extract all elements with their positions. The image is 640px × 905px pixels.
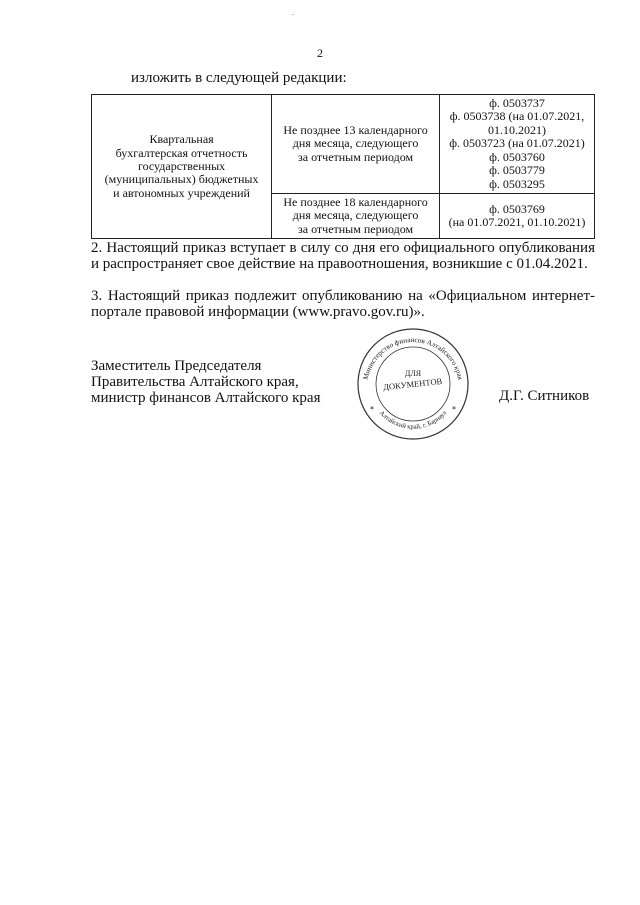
category-line: (муниципальных) бюджетных: [104, 172, 259, 187]
reporting-table: [91, 94, 595, 239]
category-line: государственных: [137, 158, 226, 173]
category-line: Квартальная: [149, 132, 214, 147]
deadline-line: за отчетным периодом: [298, 149, 414, 164]
deadline-line: за отчетным периодом: [298, 221, 414, 236]
deadline-line: Не позднее 13 календарного: [283, 122, 428, 137]
form-line: ф. 0503769: [489, 201, 545, 216]
signer-position: [91, 358, 320, 406]
form-line: ф. 0503760: [489, 149, 545, 164]
signer-position-line: Правительства Алтайского края,: [91, 374, 299, 390]
deadline-cell: [272, 194, 440, 239]
table-row: [92, 95, 595, 194]
scan-speck: [292, 14, 294, 15]
form-line: ф. 0503738 (на 01.07.2021,: [449, 109, 585, 124]
page-number: 2: [317, 46, 323, 60]
paragraph-effective-date: 2. Настоящий приказ вступает в силу со дня его официального опубликования и распространяет свое действие на правоотношения, возникшие с 01.04.2021.: [91, 240, 595, 272]
forms-cell: [440, 194, 595, 239]
category-line: и автономных учреждений: [113, 185, 250, 200]
form-line: ф. 0503295: [489, 176, 545, 191]
official-stamp: [353, 326, 473, 442]
stamp-center-line1: ДЛЯ: [404, 369, 422, 378]
form-line: ф. 0503779: [489, 163, 545, 178]
forms-cell: [440, 95, 595, 194]
stamp-star-left: *: [370, 405, 374, 414]
form-line: 01.10.2021): [488, 122, 547, 137]
deadline-line: дня месяца, следующего: [292, 208, 419, 223]
deadline-line: дня месяца, следующего: [292, 136, 419, 151]
category-cell: [92, 95, 272, 239]
form-line: ф. 0503737: [489, 96, 545, 111]
stamp-bottom-text: Алтайский край, г. Барнаул: [377, 409, 449, 431]
signer-position-line: Заместитель Председателя: [91, 358, 262, 374]
paragraph-publication: 3. Настоящий приказ подлежит опубликованию на «Официальном интернет-портале правовой информации (www.pravo.gov.ru)».: [91, 288, 595, 320]
stamp-ring-text: Министерство финансов Алтайского края: [361, 335, 465, 381]
form-line: ф. 0503723 (на 01.07.2021): [449, 136, 585, 151]
deadline-line: Не позднее 18 календарного: [283, 195, 428, 209]
category-line: бухгалтерская отчетность: [115, 145, 248, 160]
stamp-star-right: *: [452, 405, 456, 414]
deadline-cell: [272, 95, 440, 194]
stamp-center-line2: ДОКУМЕНТОВ: [382, 375, 443, 393]
intro-text: изложить в следующей редакции:: [131, 70, 347, 86]
signer-position-line: министр финансов Алтайского края: [91, 390, 321, 406]
signer-name: Д.Г. Ситников: [499, 388, 590, 404]
form-line: (на 01.07.2021, 01.10.2021): [448, 215, 586, 230]
